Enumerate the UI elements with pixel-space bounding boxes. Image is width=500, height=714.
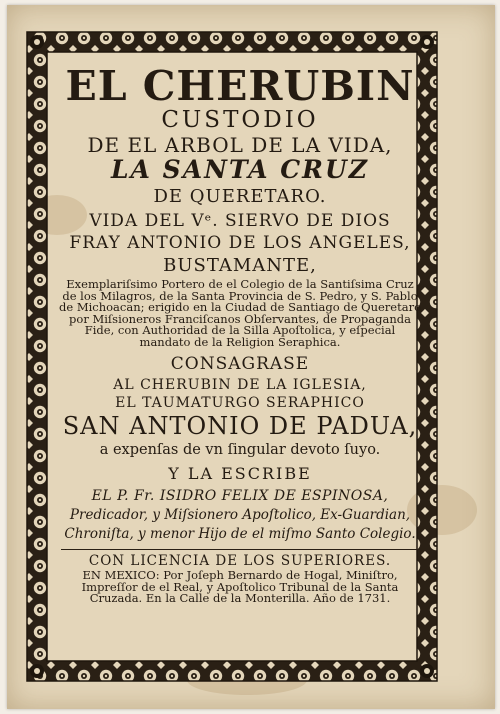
imprint-line: Cruzada. En la Calle de la Monterilla. Año de 1731. [89, 591, 391, 605]
imprint-line: Impreſſor de el Real, y Apoſtolico Tribunal de la Santa [81, 579, 399, 594]
subtitle-arbol: DE EL ARBOL DE LA VIDA, [87, 133, 393, 157]
taumaturgo-line: EL TAUMATURGO SERAPHICO [115, 395, 365, 411]
imprint-line: EN MEXICO: Por Joſeph Bernardo de Hogal, Miniſtro, [82, 568, 398, 582]
fray-antonio-line: FRAY ANTONIO DE LOS ANGELES, [69, 233, 411, 253]
description-line: de Michoacan; erigido en la Ciudad de Santiago de Queretaro [59, 300, 421, 314]
expensas-line: a expenſas de vn ſingular devoto ſuyo. [99, 442, 381, 458]
consagrase-heading: CONSAGRASE [170, 354, 310, 374]
author-title-line: Predicador, y Miſsionero Apoſtolico, Ex-Guardian, [69, 506, 411, 523]
author-title-line: Chroniſta, y menor Hijo de el miſmo Santo Colegio. [64, 526, 416, 542]
description-line: Exemplariſsimo Portero de el Colegio de la Santiſsima Cruz [66, 277, 414, 291]
description-line: por Miſsioneros Franciſcanos Obſervantes, de Propaganda [69, 311, 411, 326]
description-line: mandato de la Religion Seraphica. [139, 334, 341, 349]
al-cherubin-line: AL CHERUBIN DE LA IGLESIA, [113, 377, 367, 393]
description-line: de los Milagros, de la Santa Provincia de S. Pedro, y S. Pablo [62, 288, 418, 303]
licencia-line: CON LICENCIA DE LOS SUPERIORES. [88, 552, 392, 569]
bustamante-line: BUSTAMANTE, [163, 255, 317, 276]
book-page [7, 5, 495, 709]
subtitle-queretaro: DE QUERETARO. [153, 186, 327, 207]
vida-line: VIDA DEL Vᵉ. SIERVO DE DIOS [89, 211, 391, 231]
description-paragraph [53, 279, 427, 348]
description-line: Fide, con Authoridad de la Silla Apoſtolica, y eſpecial [84, 323, 396, 337]
imprint-block [53, 570, 427, 605]
san-antonio-line: SAN ANTONIO DE PADUA, [62, 412, 418, 440]
divider-rule [61, 549, 419, 550]
author-line: EL P. Fr. ISIDRO FELIX DE ESPINOSA, [91, 487, 389, 504]
title-page-text [53, 62, 427, 618]
subtitle-santa-cruz: LA SANTA CRUZ [110, 155, 370, 184]
subtitle-custodio: CUSTODIO [161, 107, 319, 133]
y-la-escribe-line: Y LA ESCRIBE [168, 463, 312, 483]
title: EL CHERUBIN [65, 62, 415, 110]
